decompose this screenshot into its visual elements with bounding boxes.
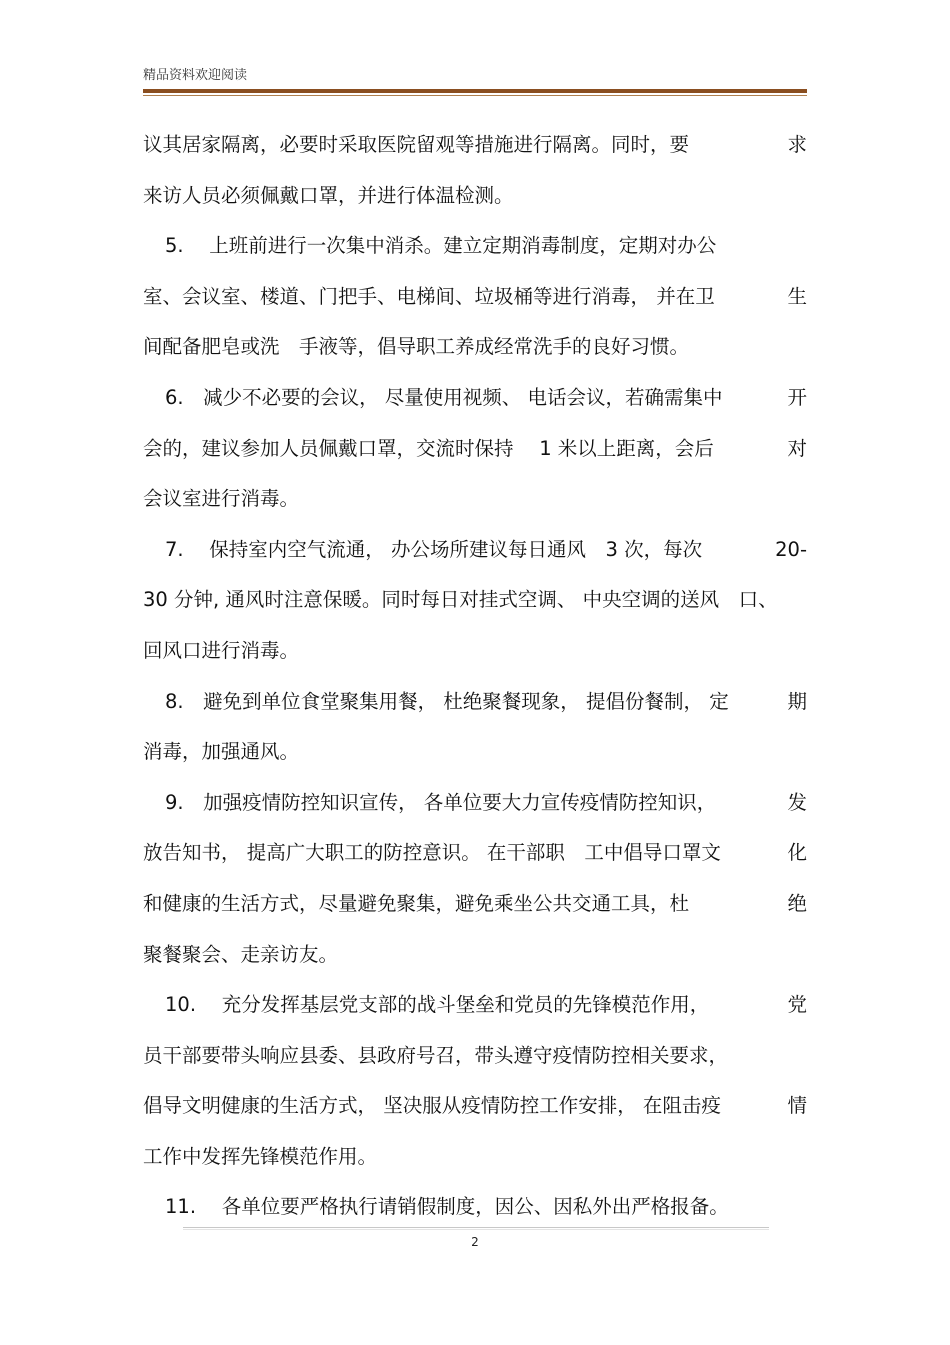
text-line-main: 会的，建议参加人员佩戴口罩，交流时保持 1 米以上距离，会后 [143,436,714,460]
text-line-main: 消毒，加强通风。 [143,740,300,764]
text-line-end: 对 [787,436,807,460]
text-line-main: 5. 上班前进行一次集中消杀。建立定期消毒制度，定期对办公 [165,234,717,258]
text-line-main: 议其居家隔离，必要时采取医院留观等措施进行隔离。同时，要 [143,133,690,156]
text-line-main: 工作中发挥先锋模范作用。 [143,1144,378,1168]
text-line [143,1031,807,1082]
text-line-main: 和健康的生活方式，尽量避免聚集，避免乘坐公共交通工具，杜 [143,891,690,915]
text-line [143,879,807,930]
text-line-main: 间配备肥皂或洗 手液等，倡导职工养成经常洗手的良好习惯。 [143,335,690,359]
text-line [143,120,807,171]
text-line [143,727,807,778]
footer-divider-shadow [183,1229,769,1230]
text-line-main: 11. 各单位要严格执行请销假制度，因公、因私外出严格报备。 [165,1195,729,1219]
text-line-end: 求 [787,133,807,156]
text-line-end: 生 [787,284,807,308]
text-line-main: 8. 避免到单位食堂聚集用餐， 杜绝聚餐现象， 提倡份餐制， 定 [165,689,729,713]
text-line-main: 7. 保持室内空气流通， 办公场所建议每日通风 3 次，每次 [165,537,703,561]
text-line [143,171,807,222]
text-line [143,1132,807,1183]
text-line-end: 发 [787,790,807,814]
text-line [143,930,807,981]
text-line [143,322,807,373]
text-line-main: 聚餐聚会、走亲访友。 [143,942,339,966]
text-line-main: 30 分钟, 通风时注意保暖。同时每日对挂式空调、 中央空调的送风 口、 [143,588,778,612]
text-line [143,424,807,475]
text-line-end: 绝 [787,891,807,915]
header-divider [143,89,807,93]
text-line [143,373,807,424]
text-line [143,272,807,323]
text-line-end: 情 [787,1094,807,1118]
text-line-end: 20- [775,537,807,561]
text-line [143,828,807,879]
text-line-end: 开 [787,385,807,409]
header-divider-thin [143,95,807,96]
text-line [143,626,807,677]
text-line-main: 室、会议室、楼道、门把手、电梯间、垃圾桶等进行消毒， 并在卫 [143,284,715,308]
text-line-end: 化 [787,841,807,865]
text-line [143,525,807,576]
text-line-main: 倡导文明健康的生活方式， 坚决服从疫情防控工作安排， 在阻击疫 [143,1094,721,1118]
text-line [143,474,807,525]
text-line [143,575,807,626]
text-line [143,778,807,829]
text-line-main: 回风口进行消毒。 [143,638,300,662]
text-line-end: 党 [787,993,807,1017]
text-line-main: 9. 加强疫情防控知识宣传， 各单位要大力宣传疫情防控知识， [165,790,717,814]
text-line-main: 10. 充分发挥基层党支部的战斗堡垒和党员的先锋模范作用， [165,993,710,1017]
footer-divider [183,1227,769,1228]
text-line [143,980,807,1031]
text-line [143,1081,807,1132]
text-line-main: 放告知书， 提高广大职工的防控意识。 在干部职 工中倡导口罩文 [143,841,721,865]
header-title: 精品资料欢迎阅读 [143,68,248,83]
text-line [143,1182,807,1233]
text-line [143,221,807,272]
page-number: 2 [471,1235,479,1249]
text-line [143,677,807,728]
text-line-main: 员干部要带头响应县委、县政府号召，带头遵守疫情防控相关要求， [143,1043,729,1067]
document-body [143,120,807,1233]
text-line-main: 6. 减少不必要的会议， 尽量使用视频、 电话会议，若确需集中 [165,385,723,409]
text-line-main: 来访人员必须佩戴口罩，并进行体温检测。 [143,183,514,207]
text-line-end: 期 [787,689,807,713]
text-line-main: 会议室进行消毒。 [143,487,300,511]
